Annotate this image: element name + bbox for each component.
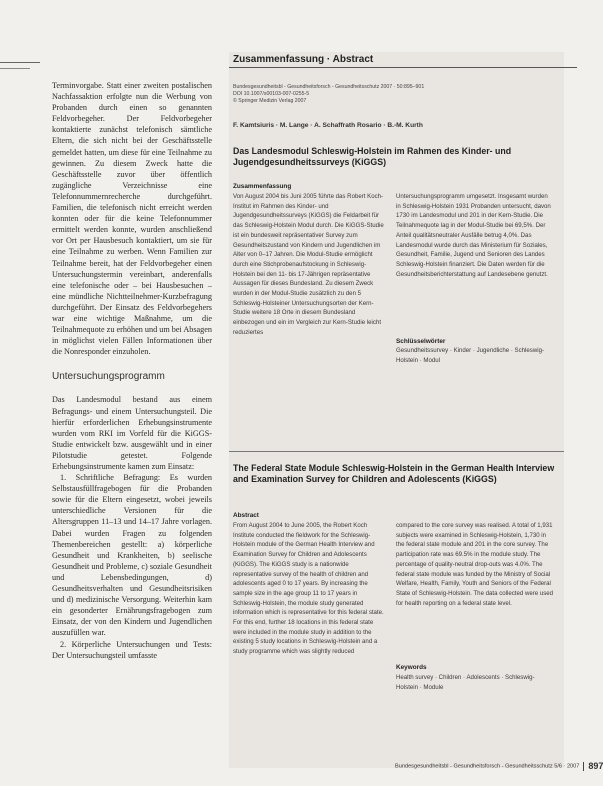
- german-abstract-col-2: Untersuchungsprogramm umgesetzt. Insgesamt wurden in Schleswig-Holstein 1931 Probanden untersucht, davon 1730 im Landesmodul und 201 in der Kern-Studie. Die Teilnahmequote lag in der Modul-Studie bei 69,5%. Der Anteil qualitätsneutraler Ausfälle betrug 4,0%. Das Landesmodul wurde durch das Ministerium für Soziales, Gesundheit, Familie, Jugend und Senioren des Landes Schleswig-Holstein finanziert. Die Daten werden für die Gesundheitsberichterstattung auf Landesebene genutzt.: [396, 193, 551, 278]
- english-abstract-label: Abstract: [233, 512, 259, 519]
- english-title: The Federal State Module Schleswig-Holstein in the German Health Interview and Examination Survey for Children and Adolescents (KiGGS): [233, 463, 555, 484]
- edge-mark: [0, 62, 40, 63]
- german-abstract-col-1: Von August 2004 bis Juni 2005 führte das Robert Koch-Institut im Rahmen des Kinder- und Jugendgesundheitssurveys (KiGGS) die Feldarbeit für das Schleswig-Holstein Modul durch. Die KiGGS-Studie ist ein bundesweit repräsentativer Survey zum Gesundheitszustand von Kindern und Jugendlichen im Alter von 0–17 Jahren. Die Modul-Studie ermöglicht durch eine Stichprobenaufstockung in Schleswig-Holstein bei den 11- bis 17-Jährigen repräsentative Aussagen für dieses Bundesland. Zu diesem Zweck wurden in der Modul-Studie zusätzlich zu den 5 Schleswig-Holsteiner Untersuchungsorten der Kern-Studie weitere 18 Orte in diesem Bundesland einbezogen und ein im Vergleich zur Kern-Studie leicht reduziertes: [233, 193, 384, 336]
- section-heading: Untersuchungsprogramm: [52, 371, 165, 383]
- edge-mark: [0, 68, 30, 69]
- abstract-banner: Zusammenfassung · Abstract: [229, 52, 577, 68]
- page-footer: [395, 761, 603, 771]
- english-keywords: Health survey · Children · Adolescents · Schleswig-Holstein · Module: [396, 674, 535, 691]
- citation-meta: [233, 84, 553, 105]
- german-keywords: Gesundheitssurvey · Kinder · Jugendliche · Schleswig-Holstein · Modul: [396, 347, 545, 364]
- copyright-line: © Springer Medizin Verlag 2007: [233, 98, 307, 104]
- english-keywords-label: Keywords: [396, 664, 427, 671]
- body-paragraph: Das Landesmodul bestand aus einem Befragungs- und einem Untersuchungsteil. Die hierfür erforderlichen Erhebungsinstrumente wurden vom RKI im Vorfeld für die KiGGS-Studie entwickelt bzw. ausgewählt und in einer Pilotstudie getestet. Folgende Erhebungsinstrumente kamen zum Einsatz:: [52, 395, 212, 471]
- citation-line: Bundesgesundheitsbl - Gesundheitsforsch - Gesundheitsschutz 2007 · 50:895–901: [233, 84, 425, 90]
- left-body-column: [52, 80, 212, 661]
- section-divider: [229, 451, 564, 452]
- author-list: F. Kamtsiuris · M. Lange · A. Schaffrath Rosario · B.-M. Kurth: [233, 122, 423, 129]
- german-title: Das Landesmodul Schleswig-Holstein im Rahmen des Kinder- und Jugendgesundheitssurveys (KiGGS): [233, 146, 512, 167]
- german-abstract-label: Zusammenfassung: [233, 183, 292, 190]
- doi-line: DOI 10.1007/s00103-007-0255-5: [233, 91, 310, 97]
- english-abstract-col-2: compared to the core survey was realised. A total of 1,931 subjects were examined in Schleswig-Holstein, 1,730 in the federal state module and 201 in the core survey. The participation rate was 69.5% in the module study. The percentage of quality-neutral drop-outs was 4.0%. The federal state module was funded by the Ministry of Social Welfare, Health, Family, Youth and Seniors of the Federal State of Schleswig-Holstein. The data collected were used for health reporting on a federal state level.: [396, 522, 554, 607]
- body-paragraph: 1. Schriftliche Befragung: Es wurden Selbstausfüllfragebogen für die Probanden sowie für die Eltern eingesetzt, wobei jeweils unterschiedliche Versionen für die Altersgruppen 11–13 und 14–17 Jahre vorlagen. Dabei wurden Fragen zu folgenden Themenbereichen gestellt: a) körperliche Gesundheit und Krankheiten, b) seelische Gesundheit und Probleme, c) soziale Gesundheit und Lebensbedingungen, d) Gesundheitsverhalten und Gesundheitsrisiken und d) medizinische Versorgung. Weiterhin kam ein gesonderter Ernährungsfragebogen zum Einsatz, der von den Kindern und Jugendlichen auszufüllen war.: [52, 473, 212, 638]
- body-paragraph: Terminvorgabe. Statt einer zweiten postalischen Nachfassaktion erfolgte nun die Werbung von Probanden durch einen so genannten Feldvorbegeher. Der Feldvorbegeher kontaktierte zunächst telefonisch sämtliche Eltern, die sich nicht bei der Geschäftsstelle gemeldet hatten, um diese für eine Teilnahme zu gewinnen. Zu diesem Zweck hatte die Geschäftsstelle zuvor über öffentlich zugängliche Verzeichnisse eine Telefonnummernrecherche durchgeführt. Familien, die telefonisch nicht erreicht werden konnten oder für die keine Telefonnummer ermittelt werden konnte, wurden anschließend vor Ort per Hausbesuch kontaktiert, um sie für eine Teilnahme zu werben. Wenn Familien zur Teilnahme bereit, hat der Feldvorbegeher einen Untersuchungstermin vereinbart, anderenfalls eine telefonische oder – bei Hausbesuchen – eine mündliche Nichtteilnehmer-Kurzbefragung durchgeführt. Der Einsatz des Feldvorbegehers war eine wichtige Maßnahme, um die Teilnahmequote zu erhöhen und um bei Absagen in möglichst vielen Fällen Informationen über die Nonresponder einzuholen.: [52, 81, 212, 357]
- page-number: 897: [588, 761, 603, 771]
- english-abstract-col-1: From August 2004 to June 2005, the Robert Koch Institute conducted the fieldwork for the Schleswig-Holstein module of the German Health Interview and Examination Survey for Children and Adolescents (KiGGS). The KiGGS study is a nationwide representative survey of the health of children and adolescents aged 0 to 17 years. By increasing the sample size in the age group 11 to 17 years in Schleswig-Holstein, the module study generated information which is representative for this federal state. For this end, further 18 locations in this federal state were included in the module study in addition to the existing 5 study locations in Schleswig-Holstein and a study programme which was slightly reduced: [233, 522, 384, 656]
- footer-separator: [583, 762, 584, 771]
- body-paragraph: 2. Körperliche Untersuchungen und Tests: Der Untersuchungsteil umfasste: [52, 639, 212, 660]
- journal-citation: Bundesgesundheitsbl - Gesundheitsforsch - Gesundheitsschutz 5/6 · 2007: [395, 763, 580, 770]
- german-keywords-label: Schlüsselwörter: [396, 338, 446, 345]
